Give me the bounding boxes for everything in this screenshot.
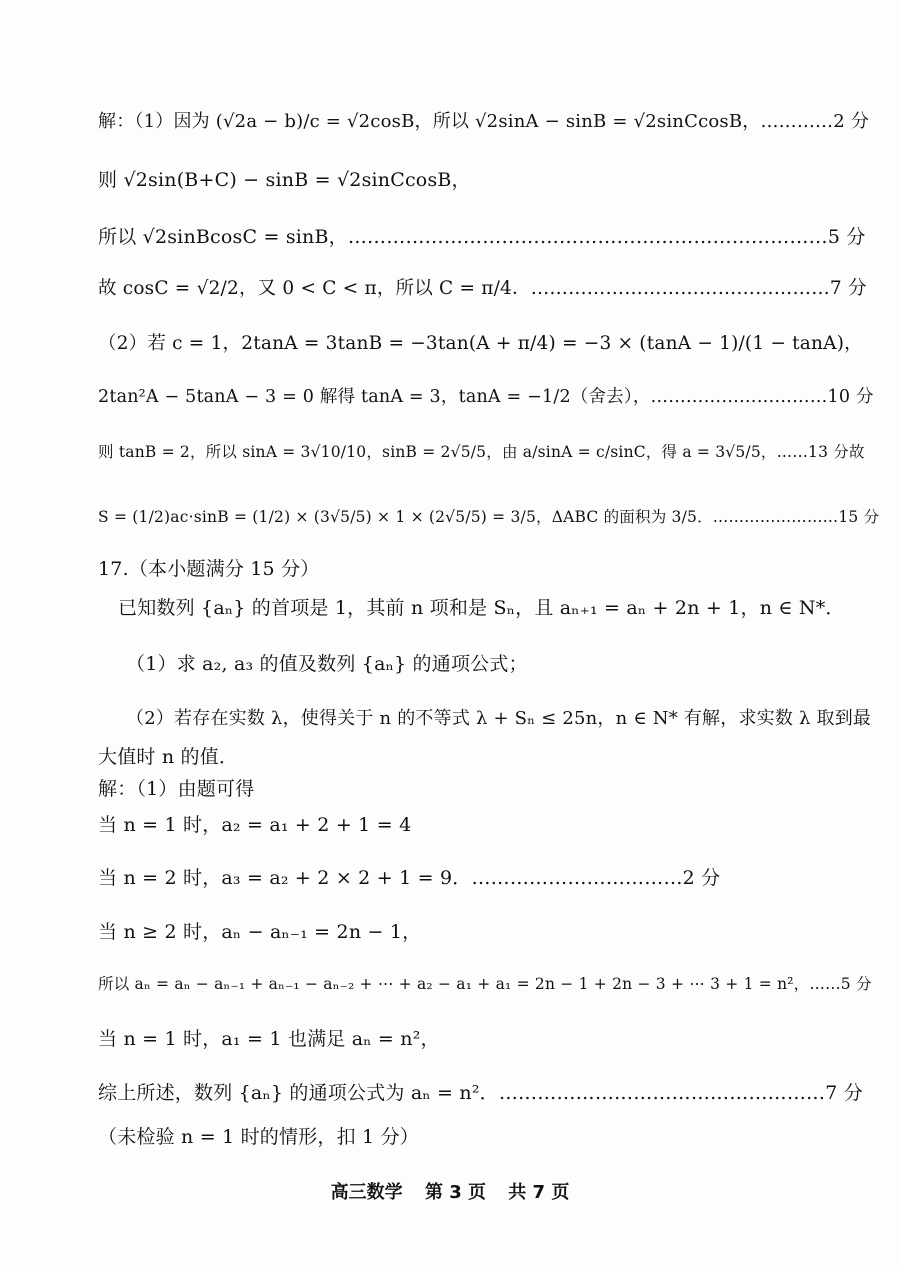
solution-17-note: （未检验 n = 1 时的情形，扣 1 分） — [98, 1126, 419, 1148]
solution-16-part2-line4: S = (1/2)ac·sinB = (1/2) × (3√5/5) × 1 × (2√5/5) = 3/5，ΔABC 的面积为 3/5．……………………15 分 — [98, 508, 880, 526]
solution-17-line4: 所以 aₙ = aₙ − aₙ₋₁ + aₙ₋₁ − aₙ₋₂ + ⋯ + a₂ − a₁ + a₁ = 2n − 1 + 2n − 3 + ⋯ 3 + 1 = n²，……5 分 — [98, 975, 872, 993]
solution-17-intro: 解：（1）由题可得 — [98, 778, 255, 800]
page-footer — [0, 1178, 900, 1204]
solution-17-line2: 当 n = 2 时，a₃ = a₂ + 2 × 2 + 1 = 9．……………………………2 分 — [98, 867, 721, 889]
problem-17-question1: （1）求 a₂, a₃ 的值及数列 {aₙ} 的通项公式； — [126, 653, 528, 675]
footer-page-number: 第 3 页 — [424, 1182, 486, 1203]
solution-16-part2-line2: 2tan²A − 5tanA − 3 = 0 解得 tanA = 3，tanA = −1/2（舍去），…………………………10 分 — [98, 387, 874, 407]
solution-16-part2-line3: 则 tanB = 2，所以 sinA = 3√10/10，sinB = 2√5/5，由 a/sinA = c/sinC，得 a = 3√5/5，……13 分故 — [98, 443, 865, 461]
problem-17-statement: 已知数列 {aₙ} 的首项是 1，其前 n 项和是 Sₙ，且 aₙ₊₁ = aₙ + 2n + 1，n ∈ N*． — [118, 597, 845, 619]
solution-16-part1-line4: 故 cosC = √2/2，又 0 < C < π，所以 C = π/4．…………………………………………7 分 — [98, 278, 867, 299]
solution-17-line1: 当 n = 1 时，a₂ = a₁ + 2 + 1 = 4 — [98, 814, 412, 836]
solution-17-line6: 综上所述，数列 {aₙ} 的通项公式为 aₙ = n²．……………………………………………7 分 — [98, 1082, 863, 1104]
problem-17-question2-cont: 大值时 n 的值． — [98, 746, 239, 768]
solution-16-part1-line3: 所以 √2sinBcosC = sinB，…………………………………………………………………5 分 — [98, 226, 866, 248]
solution-16-part2-line1: （2）若 c = 1，2tanA = 3tanB = −3tan(A + π/4) = −3 × (tanA − 1)/(1 − tanA)， — [98, 333, 863, 354]
solution-17-line5: 当 n = 1 时，a₁ = 1 也满足 aₙ = n²， — [98, 1028, 440, 1050]
solution-17-line3: 当 n ≥ 2 时，aₙ − aₙ₋₁ = 2n − 1， — [98, 921, 422, 943]
footer-subject: 高三数学 — [330, 1182, 403, 1203]
footer-total-pages: 共 7 页 — [508, 1182, 570, 1203]
solution-16-part1-line2: 则 √2sin(B+C) − sinB = √2sinCcosB， — [98, 169, 471, 191]
solution-16-part1-line1: 解：（1）因为 (√2a − b)/c = √2cosB，所以 √2sinA − sinB = √2sinCcosB，…………2 分 — [98, 111, 870, 132]
problem-17-question2: （2）若存在实数 λ，使得关于 n 的不等式 λ + Sₙ ≤ 25n，n ∈ N* 有解，求实数 λ 取到最 — [126, 708, 872, 729]
problem-17-heading: 17.（本小题满分 15 分） — [98, 558, 320, 580]
